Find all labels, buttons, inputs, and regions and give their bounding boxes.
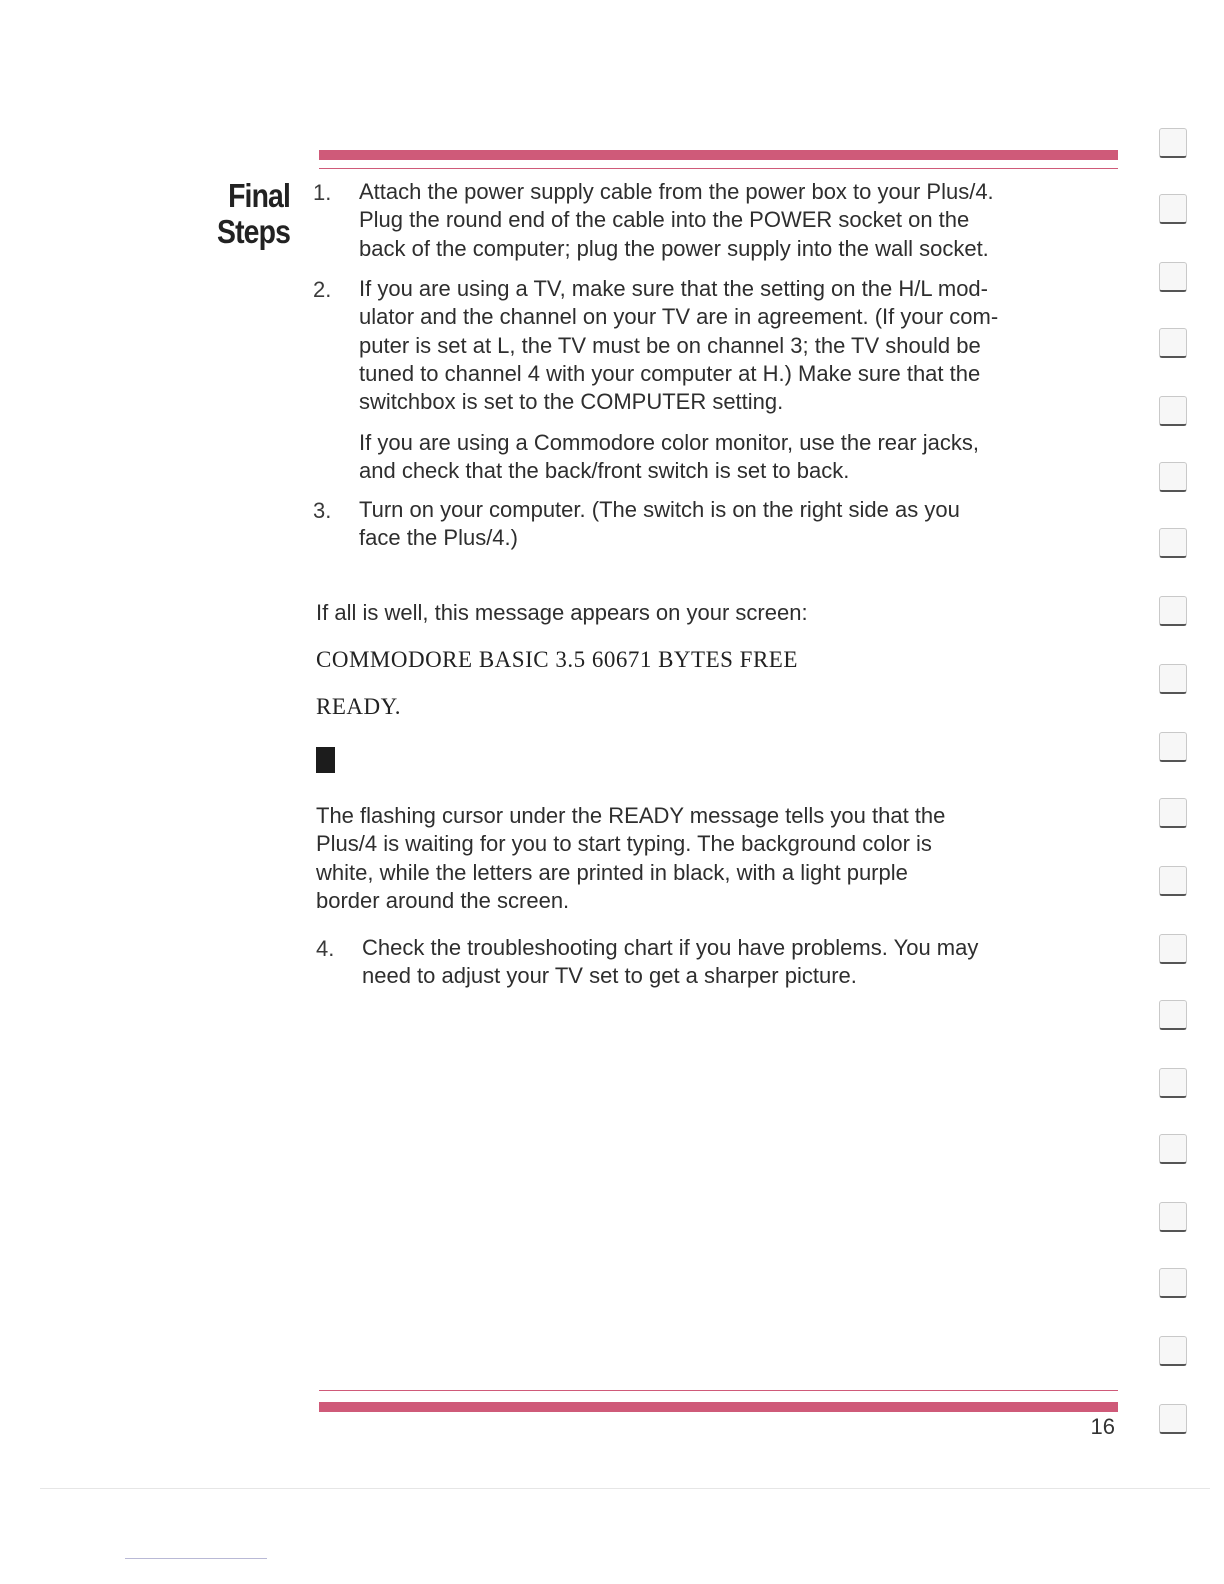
step-2-text [359,275,998,416]
step-2-line: If you are using a TV, make sure that the setting on the H/L mod- [359,276,988,301]
step-4-number: 4. [316,936,335,961]
index-tab [1159,528,1187,558]
index-tab [1159,866,1187,896]
step-1-line: back of the computer; plug the power supply into the wall socket. [359,235,989,261]
section-title-line2: Steps [217,213,290,250]
cursor-paragraph-line: Plus/4 is waiting for you to start typing. The background color is [316,831,932,857]
scan-mark [125,1558,267,1559]
index-tab [1159,128,1187,158]
index-tab [1159,732,1187,762]
step-1-text [359,178,994,263]
index-tab [1159,1068,1187,1098]
step-2-line: puter is set at L, the TV must be on channel 3; the TV should be [359,332,981,358]
bottom-rule-thin [319,1390,1118,1391]
step-1-line: Attach the power supply cable from the power box to your Plus/4. [359,179,994,204]
index-tab [1159,1202,1187,1232]
index-tab [1159,262,1187,292]
cursor-block [316,747,335,773]
step-3-line: Turn on your computer. (The switch is on the right side as you [359,497,960,522]
index-tab [1159,596,1187,626]
index-tab [1159,1000,1187,1030]
cursor-paragraph [316,802,945,915]
index-tab [1159,664,1187,694]
index-tab [1159,1336,1187,1366]
step-3-text [359,496,960,553]
index-tab [1159,396,1187,426]
section-title [213,178,290,250]
index-tab [1159,462,1187,492]
page-number: 16 [1090,1414,1115,1439]
step-4-text [362,934,978,991]
cursor-paragraph-line: white, while the letters are printed in black, with a light purple [316,859,908,885]
index-tab [1159,1134,1187,1164]
screen-message-line2: READY. [316,694,402,719]
bottom-rule-thick [319,1402,1118,1412]
index-tab [1159,328,1187,358]
step-1-line: Plug the round end of the cable into the POWER socket on the [359,207,970,233]
step-3-line: face the Plus/4.) [359,525,518,551]
section-title-line1: Final [228,177,290,214]
step-2-number: 2. [313,277,332,302]
index-tab [1159,1404,1187,1434]
step-1-number: 1. [313,180,332,205]
top-rule-thin [319,168,1118,169]
message-intro-line: If all is well, this message appears on your screen: [316,600,808,625]
index-tab [1159,194,1187,224]
step-3-number: 3. [313,498,332,523]
index-tab [1159,798,1187,828]
step-4-line: need to adjust your TV set to get a sharper picture. [362,963,857,989]
step-2-line: ulator and the channel on your TV are in agreement. (If your com- [359,304,999,330]
index-tab [1159,934,1187,964]
page-edge-line [40,1488,1210,1489]
message-intro [316,599,808,627]
step-2-line: tuned to channel 4 with your computer at H.) Make sure that the [359,360,981,386]
cursor-paragraph-line: The flashing cursor under the READY message tells you that the [316,803,946,828]
step-2-extra-line: If you are using a Commodore color monitor, use the rear jacks, [359,430,979,455]
top-rule-thick [319,150,1118,160]
step-2-extra-line: and check that the back/front switch is set to back. [359,458,850,484]
index-tab [1159,1268,1187,1298]
step-4-line: Check the troubleshooting chart if you have problems. You may [362,935,979,960]
screen-message-line1: COMMODORE BASIC 3.5 60671 BYTES FREE [316,647,798,672]
cursor-paragraph-line: border around the screen. [316,887,570,913]
step-2-extra-text [359,429,979,486]
step-2-line: switchbox is set to the COMPUTER setting. [359,389,784,415]
